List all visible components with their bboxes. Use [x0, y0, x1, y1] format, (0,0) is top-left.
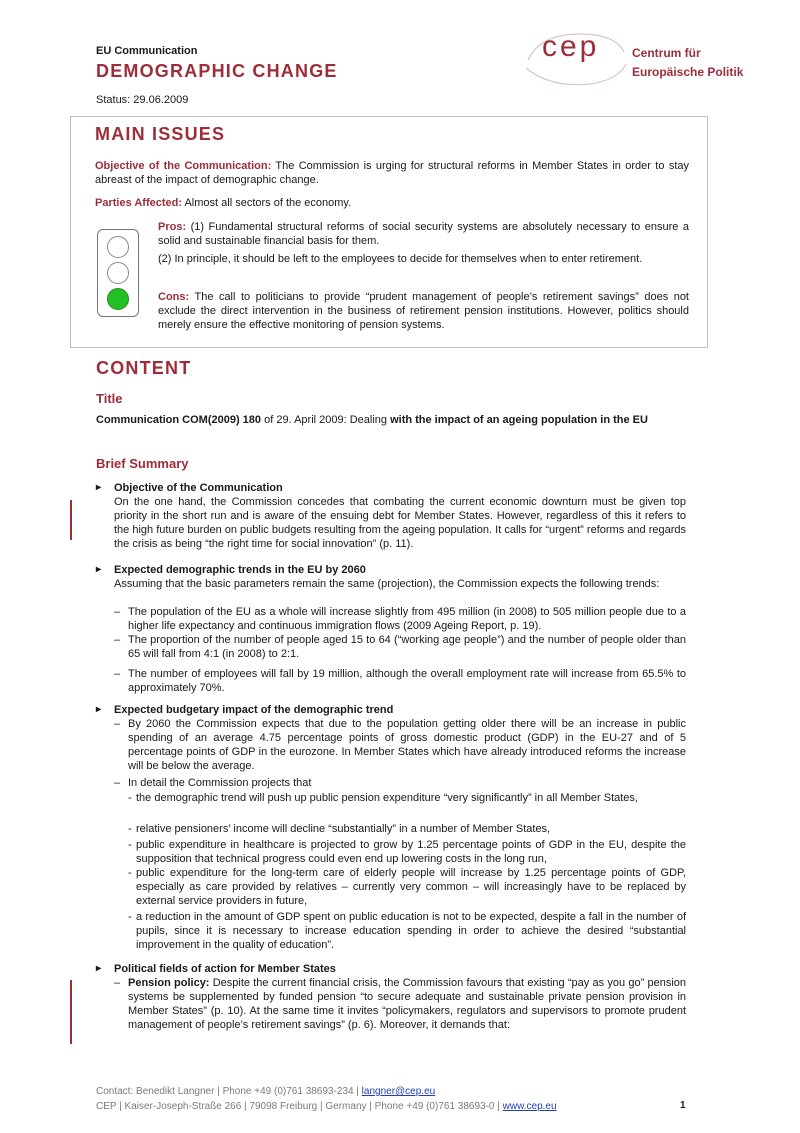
section-policy-title: Political fields of action for Member States: [114, 963, 336, 975]
section-budget-title: Expected budgetary impact of the demographic trend: [114, 704, 394, 716]
pension-policy-label: Pension policy:: [128, 977, 210, 989]
website-link[interactable]: www.cep.eu: [502, 1101, 557, 1112]
section-policy-head: [96, 962, 336, 976]
change-bar: [70, 500, 72, 540]
budget-sub-education: - a reduction in the amount of GDP spent on public education is not to be expected, despite a fall in the number of pupils, since it is necessary to increase education spending in order to achieve the desired “substantial improvement in the quality of education”.: [126, 910, 686, 952]
main-issues-heading: MAIN ISSUES: [95, 124, 226, 144]
change-bar: [70, 980, 72, 1044]
communication-date: of 29. April 2009: Dealing: [261, 414, 391, 426]
parties-paragraph: [95, 196, 689, 210]
pros-label: Pros:: [158, 221, 187, 233]
trend-item-ratio: – The proportion of the number of people aged 15 to 64 (“working age people”) and the number of people older than 65 will fall from 4:1 (in 2008) to 2:1.: [114, 633, 686, 661]
footer-contact-text: Contact: Benedikt Langner | Phone +49 (0)761 38693-234 |: [96, 1086, 362, 1097]
parties-text: Almost all sectors of the economy.: [182, 197, 352, 209]
document-series: EU Communication: [96, 45, 198, 57]
title-heading: Title: [96, 391, 123, 406]
cep-logo: [520, 30, 790, 90]
traffic-light-green-lamp: [107, 288, 129, 310]
trend-item-employees: – The number of employees will fall by 19 million, although the overall employment rate will increase from 65.5% to approximately 70%.: [114, 667, 686, 695]
document-status: Status: 29.06.2009: [96, 94, 189, 106]
budget-sub-longterm-care: - public expenditure for the long-term care of elderly people will increase by 1.25 percentage points of GDP, especially as care provided by relatives – currently very common – will increasingly have to be replaced by external service providers in future,: [126, 866, 686, 908]
cons-label: Cons:: [158, 291, 190, 303]
communication-subject: with the impact of an ageing population in the EU: [390, 414, 648, 426]
content-heading: CONTENT: [96, 358, 192, 378]
section-trends-intro: Assuming that the basic parameters remain the same (projection), the Commission expects the following trends:: [114, 578, 660, 590]
main-issues-box: [70, 116, 708, 348]
page-number: 1: [680, 1100, 686, 1111]
budget-item-detail: – In detail the Commission projects that: [114, 776, 686, 790]
pros-paragraph-2: (2) In principle, it should be left to the employees to decide for themselves when to enter retirement.: [158, 253, 643, 265]
budget-sub-healthcare: - public expenditure in healthcare is projected to grow by 1.25 percentage points of GDP in the EU, despite the supposition that technical progress could even end up lowering costs in the long run,: [126, 838, 686, 866]
section-objective-title: Objective of the Communication: [114, 482, 283, 494]
logo-line-1: Centrum für: [632, 46, 701, 60]
section-trends-head: [96, 563, 366, 577]
document-title: DEMOGRAPHIC CHANGE: [96, 61, 338, 81]
budget-sub-pension: - the demographic trend will push up public pension expenditure “very significantly” in all Member States,: [126, 791, 686, 805]
footer: [96, 1084, 557, 1114]
section-budget-head: [96, 703, 393, 717]
budget-item-spending: – By 2060 the Commission expects that due to the population getting older there will be an increase in public spending of an average 4.75 percentage points of gross domestic product (GDP) in the EU-27 and of 5 percentage points of GDP in the eurozone. In Member States which have already introduced reforms the increase will be below the average.: [114, 717, 686, 773]
traffic-light-top-lamp: [107, 236, 129, 258]
objective-text: The Commission is urging for structural reforms in Member States in order to stay abreast of the impact of demographic change.: [95, 160, 689, 186]
section-objective-text: On the one hand, the Commission concedes that combating the current economic downturn must be given top priority in the short run and is aware of the ensuing debt for Member States. However, regardless of this it refers to the high future burden on public budgets resulting from the ageing population. It calls for “urgent” reforms and regards the crisis as being “the right time for social innovation” (p. 11).: [114, 496, 686, 550]
communication-title: [96, 413, 686, 427]
communication-id: Communication COM(2009) 180: [96, 414, 262, 426]
parties-label: Parties Affected:: [95, 197, 183, 209]
section-objective-head: [96, 481, 283, 495]
objective-paragraph: [95, 159, 689, 187]
footer-address-line: [96, 1099, 557, 1114]
budget-sub-income: - relative pensioners’ income will decline “substantially” in a number of Member States,: [126, 822, 686, 836]
brief-summary-heading: Brief Summary: [96, 456, 189, 471]
pros-text-1: (1) Fundamental structural reforms of social security systems are absolutely necessary to ensure a solid and sustainable financial basis for them.: [158, 221, 689, 247]
logo-mark: cep: [542, 30, 600, 63]
policy-item-pension: [114, 976, 686, 1032]
trend-item-population: – The population of the EU as a whole will increase slightly from 495 million (in 2008) to 505 million people due to a higher life expectancy and continuous immigration flows (2009 Ageing Report, p. 19).: [114, 605, 686, 633]
footer-contact-line: [96, 1084, 557, 1099]
contact-email-link[interactable]: langner@cep.eu: [361, 1086, 436, 1097]
section-trends-title: Expected demographic trends in the EU by 2060: [114, 564, 366, 576]
traffic-light-middle-lamp: [107, 262, 129, 284]
logo-line-2: Europäische Politik: [632, 65, 744, 79]
objective-label: Objective of the Communication:: [95, 160, 272, 172]
cons-text: The call to politicians to provide “prudent management of people’s retirement savings” does not exclude the direct intervention in the business of retirement pension institutions. However, politics should merely ensure the effective monitoring of pension systems.: [158, 291, 689, 331]
pension-policy-text: Despite the current financial crisis, the Commission favours that existing “pay as you go” pension systems be supplemented by funded pension “to secure adequate and sustainable private pension provision in Member States” (p. 10). At the same time it invites “policymakers, regulators and supervisors to promote prudent management of people’s retirement savings” (p. 6). Moreover, it demands that:: [128, 977, 686, 1031]
footer-address-text: CEP | Kaiser-Joseph-Straße 266 | 79098 Freiburg | Germany | Phone +49 (0)761 38693-0 |: [96, 1101, 503, 1112]
traffic-light-icon: [97, 229, 139, 317]
logo-name: [632, 44, 743, 82]
pros-paragraph-1: [158, 220, 689, 248]
cons-paragraph: [158, 290, 689, 332]
